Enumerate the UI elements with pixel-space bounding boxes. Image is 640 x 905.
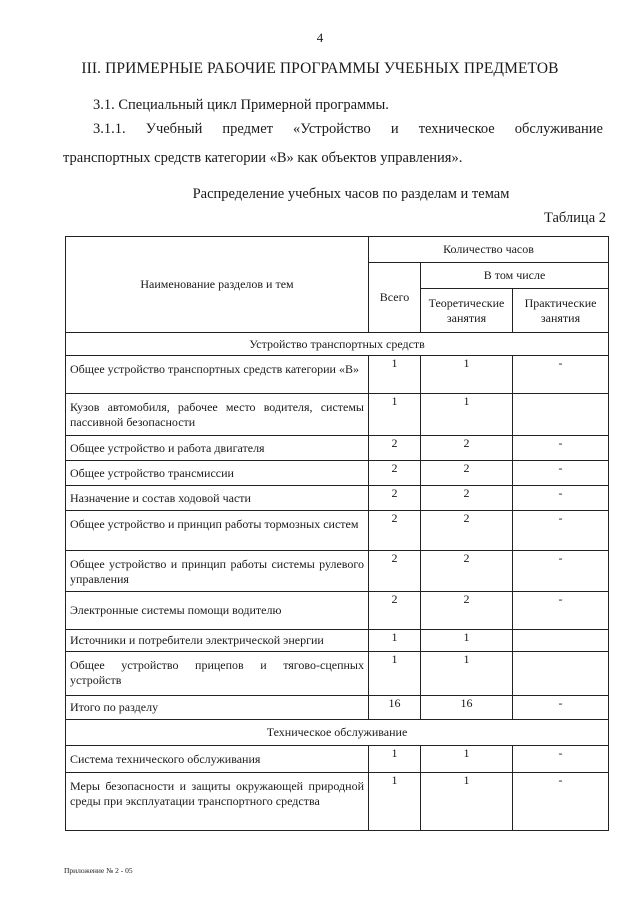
theory-hours: 1 xyxy=(421,630,513,652)
theory-hours: 1 xyxy=(421,773,513,831)
practice-hours: - xyxy=(513,592,609,630)
table-number: Таблица 2 xyxy=(543,210,606,226)
total-hours: 1 xyxy=(369,630,421,652)
total-hours: 2 xyxy=(369,551,421,592)
theory-hours: 2 xyxy=(421,551,513,592)
table-row-section-total xyxy=(66,696,609,720)
topic-name: Итого по разделу xyxy=(66,696,369,720)
table-row xyxy=(66,773,609,831)
topic-name: Электронные системы помощи водителю xyxy=(66,592,369,630)
practice-hours xyxy=(513,652,609,696)
topic-name: Источники и потребители электрической энергии xyxy=(66,630,369,652)
theory-hours: 1 xyxy=(421,652,513,696)
theory-hours: 2 xyxy=(421,511,513,551)
table-row xyxy=(66,511,609,551)
table-row xyxy=(66,436,609,461)
table-row xyxy=(66,652,609,696)
topic-name: Назначение и состав ходовой части xyxy=(66,486,369,511)
table-row xyxy=(66,394,609,436)
table-row xyxy=(66,592,609,630)
table-row xyxy=(66,630,609,652)
header-topic-name: Наименование разделов и тем xyxy=(66,237,369,333)
table-row xyxy=(66,356,609,394)
footer-note: Приложение № 2 - 05 xyxy=(64,866,133,875)
practice-hours: - xyxy=(513,486,609,511)
topic-name: Кузов автомобиля, рабочее место водителя, системы пассивной безопасности xyxy=(66,394,369,436)
topic-name: Меры безопасности и защиты окружающей природной среды при эксплуатации транспортного средства xyxy=(66,773,369,831)
topic-name: Общее устройство прицепов и тягово-сцепных устройств xyxy=(66,652,369,696)
hours-table xyxy=(65,236,609,831)
total-hours: 2 xyxy=(369,592,421,630)
table-row xyxy=(66,461,609,486)
total-hours: 1 xyxy=(369,773,421,831)
topic-name: Система технического обслуживания xyxy=(66,746,369,773)
theory-hours: 1 xyxy=(421,356,513,394)
header-theory: Теоретические занятия xyxy=(421,289,513,333)
theory-hours: 2 xyxy=(421,592,513,630)
total-hours: 1 xyxy=(369,652,421,696)
table-caption: Распределение учебных часов по разделам и темам xyxy=(192,186,510,202)
paragraph-subject-line1: 3.1.1. Учебный предмет «Устройство и техническое обслуживание xyxy=(93,121,603,137)
total-hours: 2 xyxy=(369,436,421,461)
theory-hours: 2 xyxy=(421,486,513,511)
total-hours: 1 xyxy=(369,394,421,436)
total-hours: 2 xyxy=(369,461,421,486)
table-row xyxy=(66,746,609,773)
header-total: Всего xyxy=(369,263,421,333)
topic-name: Общее устройство трансмиссии xyxy=(66,461,369,486)
paragraph-cycle: 3.1. Специальный цикл Примерной программы. xyxy=(93,97,389,113)
total-hours: 2 xyxy=(369,486,421,511)
section-heading-maintenance: Техническое обслуживание xyxy=(66,720,609,746)
page-number: 4 xyxy=(316,30,324,45)
total-hours: 1 xyxy=(369,746,421,773)
practice-hours: - xyxy=(513,773,609,831)
topic-name: Общее устройство и работа двигателя xyxy=(66,436,369,461)
topic-name: Общее устройство и принцип работы системы рулевого управления xyxy=(66,551,369,592)
section-title: III. ПРИМЕРНЫЕ РАБОЧИЕ ПРОГРАММЫ УЧЕБНЫХ ПРЕДМЕТОВ xyxy=(81,60,559,77)
header-practice: Практические занятия xyxy=(513,289,609,333)
total-hours: 1 xyxy=(369,356,421,394)
total-hours: 16 xyxy=(369,696,421,720)
table-row xyxy=(66,551,609,592)
practice-hours: - xyxy=(513,696,609,720)
practice-hours xyxy=(513,630,609,652)
total-hours: 2 xyxy=(369,511,421,551)
practice-hours: - xyxy=(513,551,609,592)
topic-name: Общее устройство и принцип работы тормозных систем xyxy=(66,511,369,551)
theory-hours: 1 xyxy=(421,394,513,436)
header-including: В том числе xyxy=(421,263,609,289)
practice-hours: - xyxy=(513,436,609,461)
practice-hours: - xyxy=(513,746,609,773)
theory-hours: 2 xyxy=(421,436,513,461)
practice-hours xyxy=(513,394,609,436)
table-row xyxy=(66,486,609,511)
theory-hours: 1 xyxy=(421,746,513,773)
theory-hours: 16 xyxy=(421,696,513,720)
section-heading-vehicle-design: Устройство транспортных средств xyxy=(66,333,609,356)
header-hours: Количество часов xyxy=(369,237,609,263)
topic-name: Общее устройство транспортных средств категории «В» xyxy=(66,356,369,394)
practice-hours: - xyxy=(513,356,609,394)
theory-hours: 2 xyxy=(421,461,513,486)
practice-hours: - xyxy=(513,461,609,486)
paragraph-subject-line2: транспортных средств категории «В» как объектов управления». xyxy=(63,150,463,166)
practice-hours: - xyxy=(513,511,609,551)
